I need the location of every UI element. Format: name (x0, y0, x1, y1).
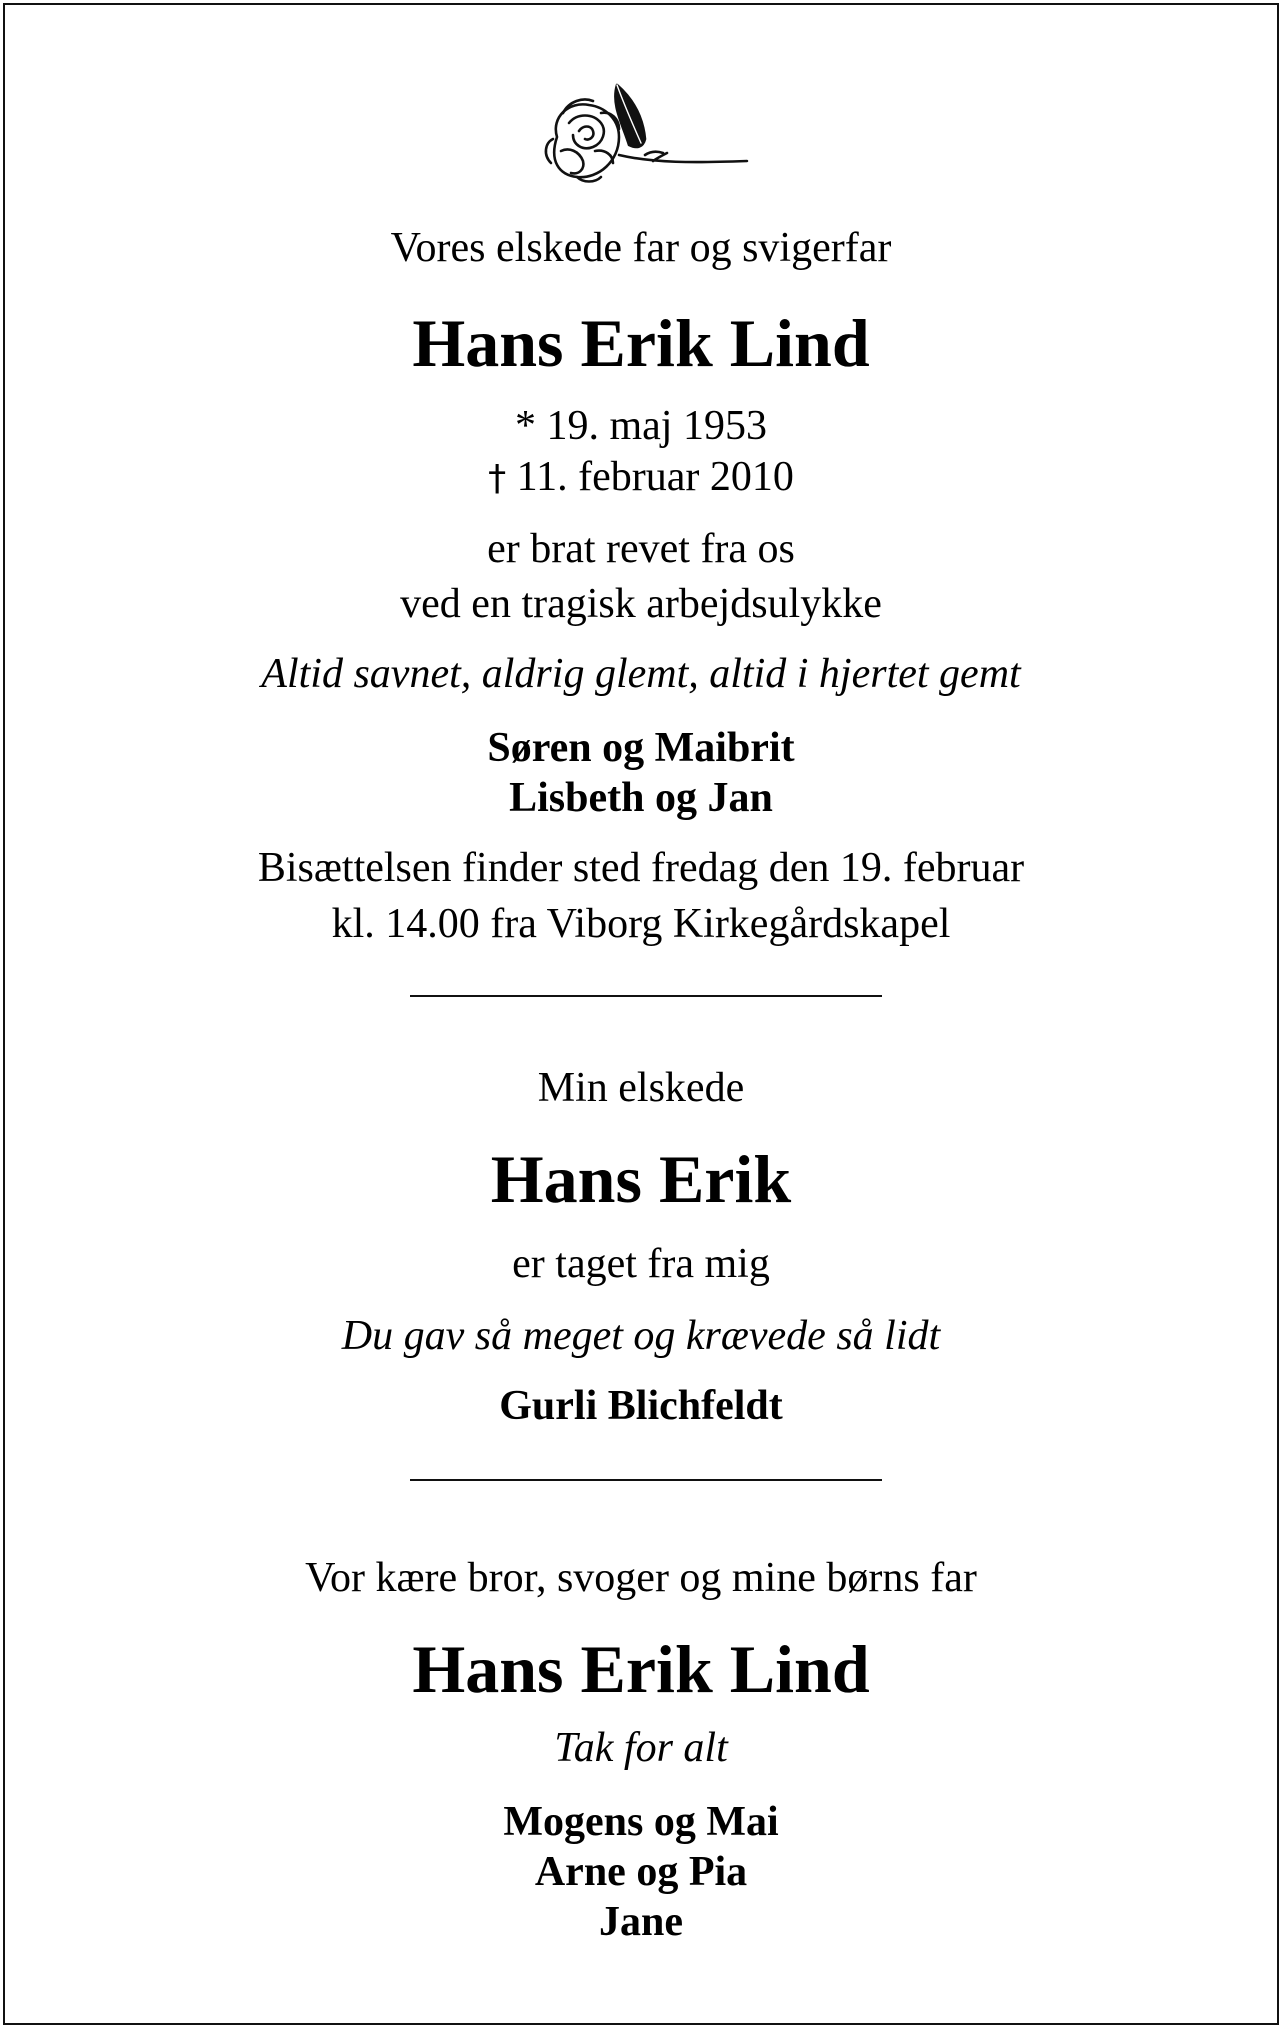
obituary-notice (3, 3, 1279, 2025)
funeral-line-1: Bisættelsen finder sted fredag den 19. februar (257, 845, 1025, 891)
section1-message-line-1: er brat revet fra os (487, 526, 795, 572)
section1-signature-1: Søren og Maibrit (487, 725, 795, 771)
section3-verse: Tak for alt (554, 1725, 728, 1771)
funeral-line-2: kl. 14.00 fra Viborg Kirkegårdskapel (331, 901, 951, 947)
section3-signature-2: Arne og Pia (534, 1849, 748, 1895)
section2-intro: Min elskede (537, 1065, 745, 1111)
section2-message: er taget fra mig (512, 1241, 770, 1287)
section1-signature-2: Lisbeth og Jan (509, 775, 773, 821)
section3-signature-1: Mogens og Mai (503, 1799, 779, 1845)
death-date-line (5, 456, 1277, 498)
section2-signature-1: Gurli Blichfeldt (499, 1383, 783, 1429)
section3-name: Hans Erik Lind (412, 1631, 870, 1707)
section2-name: Hans Erik (490, 1141, 792, 1217)
section1-intro: Vores elskede far og svigerfar (390, 225, 892, 271)
section3-signature-3: Jane (599, 1899, 683, 1945)
section1-verse: Altid savnet, aldrig glemt, altid i hjertet gemt (261, 651, 1021, 697)
section3-intro: Vor kære bror, svoger og mine børns far (305, 1555, 977, 1601)
birth-date: * 19. maj 1953 (515, 403, 767, 449)
rose-icon (533, 77, 751, 209)
section1-message-line-2: ved en tragisk arbejdsulykke (400, 581, 882, 627)
cross-icon: † (488, 458, 507, 499)
divider-2 (410, 1479, 882, 1481)
divider-1 (410, 995, 882, 997)
death-date: 11. februar 2010 (516, 454, 794, 500)
section1-name: Hans Erik Lind (412, 305, 870, 381)
section2-verse: Du gav så meget og krævede så lidt (341, 1313, 941, 1359)
